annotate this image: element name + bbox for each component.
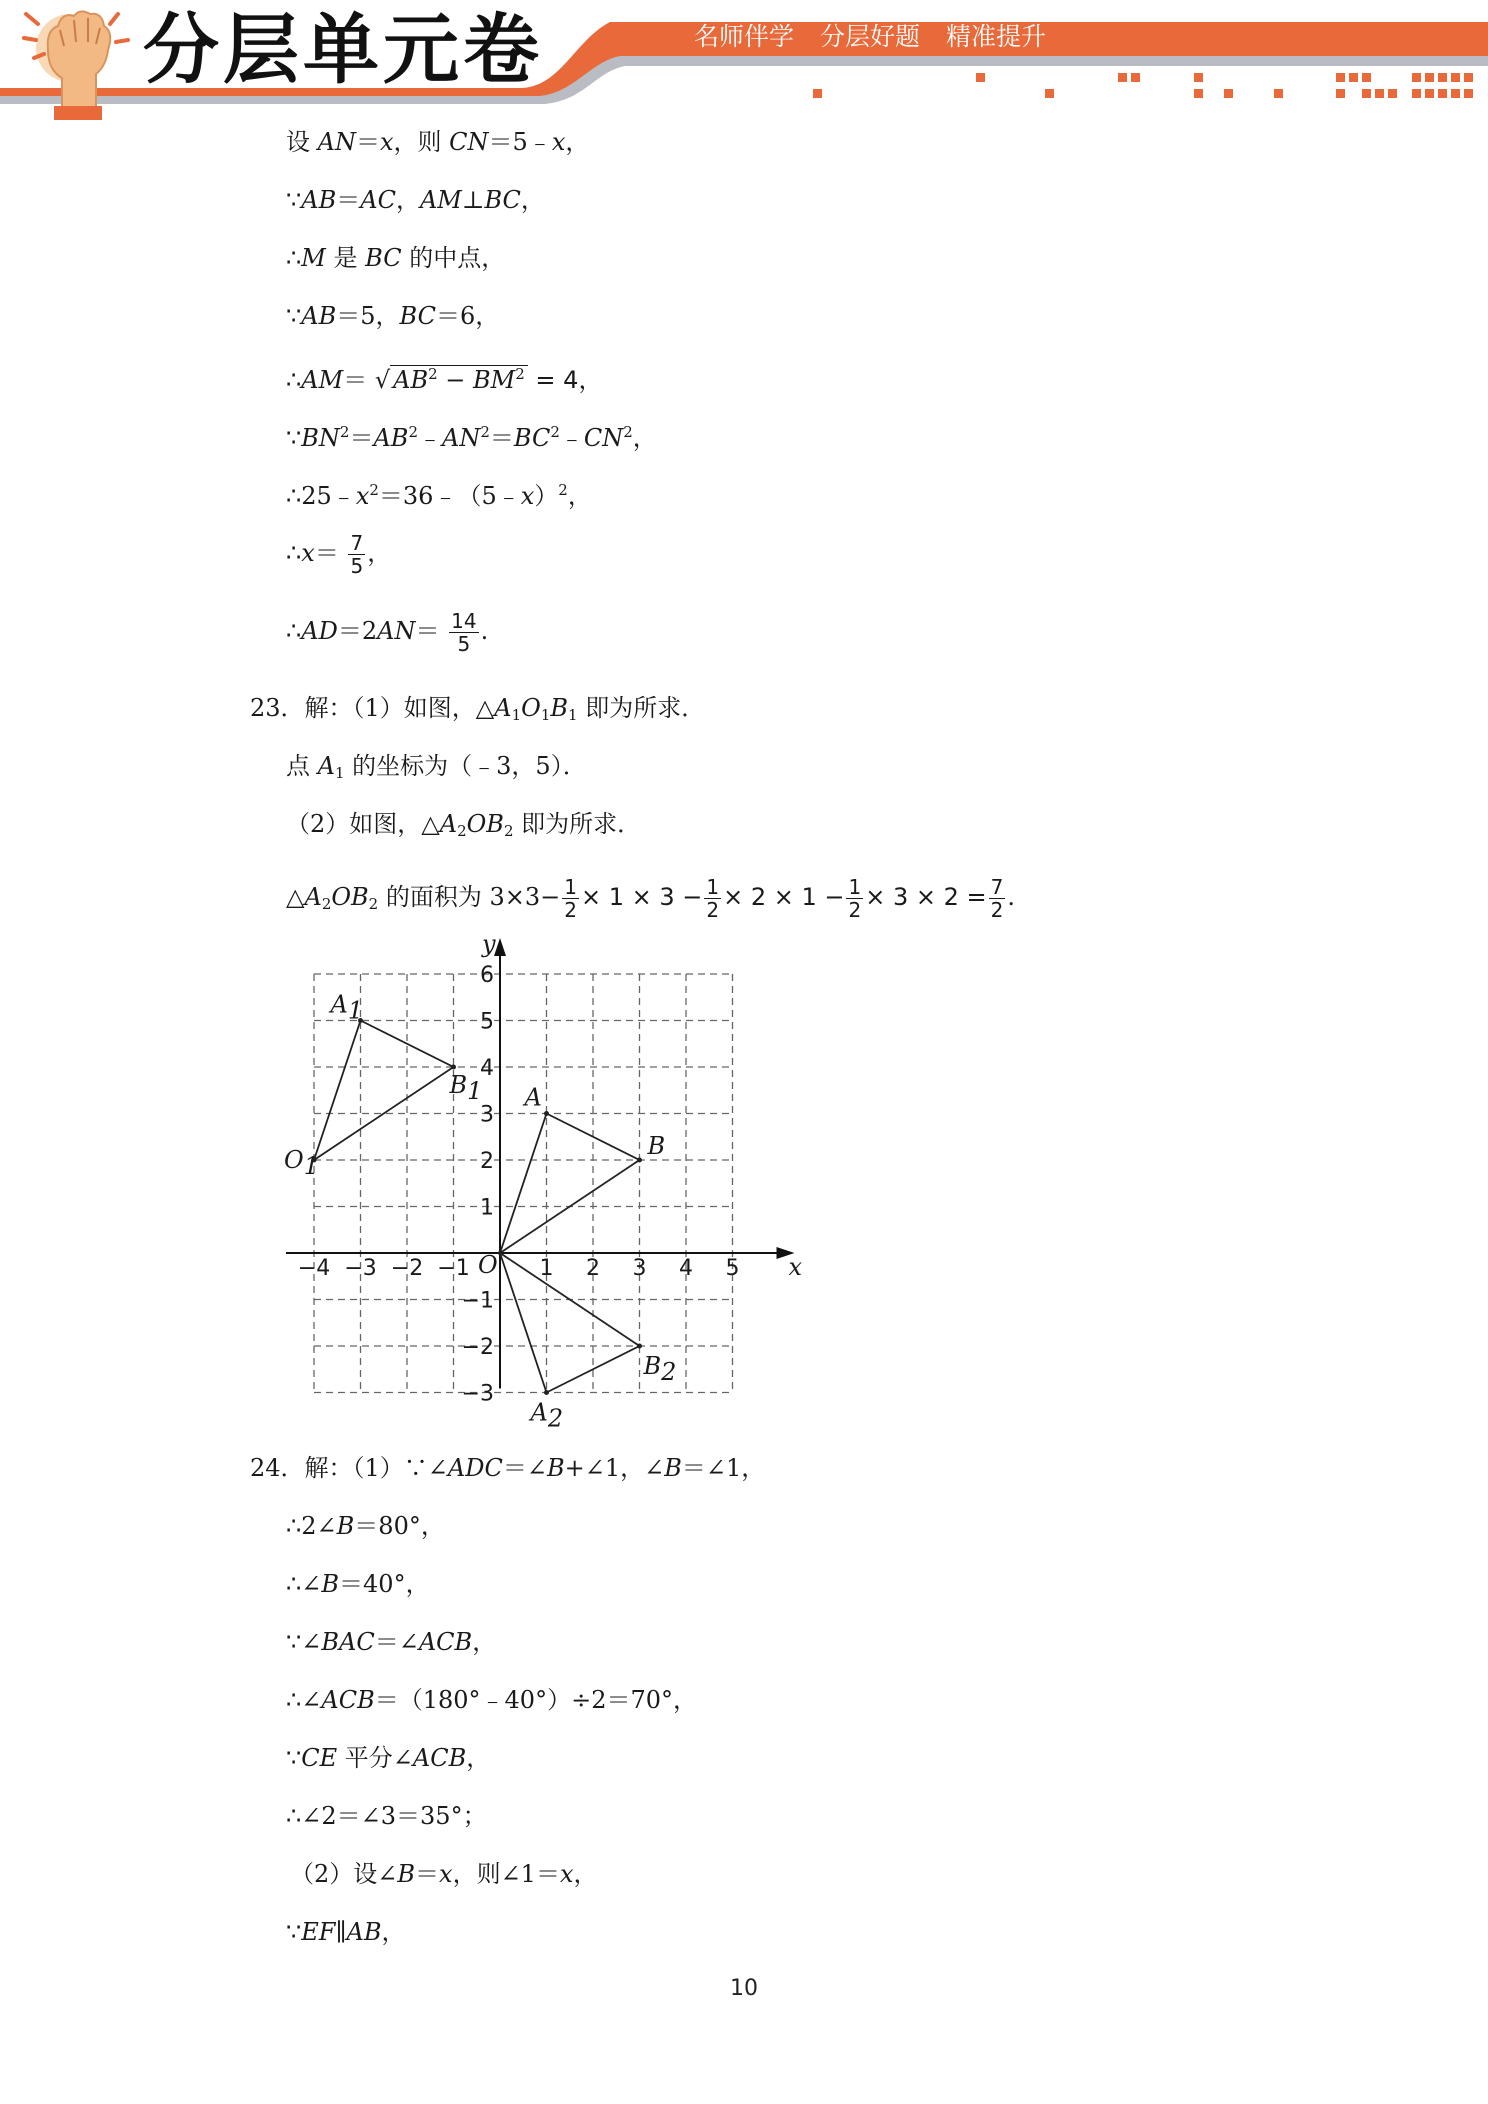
x-tick-label: −1 [437,1256,470,1281]
solution-line-b40: ∴∠B＝40°， [286,1570,430,1598]
point-dot [451,1065,456,1070]
x-tick-label: 3 [632,1256,647,1281]
solution-line-midpoint: ∴M 是 BC 的中点， [286,244,506,272]
solution-line-angle-35: ∴∠2＝∠3＝35°； [286,1802,487,1830]
solution-line-lengths: ∵AB＝5，BC＝6， [286,302,500,330]
point-dot [544,1111,549,1116]
solution-line-part-2: （2）如图，$\triangle A_2OB_2$ 即为所求． [286,810,642,840]
point-label: B [647,1132,666,1160]
solution-line-set-an: 设 AN＝x，则 CN＝5﹣x， [286,128,590,156]
x-axis-label: x [788,1253,803,1281]
question-23-heading: 23．解：（1）如图，$\triangle A_1O_1B_1$ 即为所求． [250,694,706,724]
y-axis-label: y [482,930,496,958]
y-axis-arrow [494,938,506,956]
point-label-subscript: 2 [661,1358,677,1386]
origin-label: O [478,1251,498,1279]
point-label: A1 [330,990,364,1025]
solution-line-set-b: （2）设∠B＝x，则∠1＝x， [290,1860,598,1888]
y-tick-label: −2 [461,1335,494,1360]
x-tick-label: −3 [344,1256,377,1281]
solution-line-x-value: ∴x＝ $\frac{7}{5}$ ， [286,531,392,578]
coordinate-grid-figure [280,926,820,1434]
y-tick-label: 2 [480,1149,494,1174]
decorative-squares [0,0,1488,130]
solution-line-bn-squared: $\because BN^2=AB^2﹣AN^2=BC^2﹣CN^2$， [286,423,657,452]
brand-title: 分层单元卷 [143,5,543,94]
point-dot [637,1344,642,1349]
point-label: A2 [530,1398,564,1433]
solution-line-am-sqrt: ∴AM＝ √ $AB^2 - BM^2 = 4$， [286,365,603,394]
point-label-subscript: 1 [303,1152,319,1180]
y-tick-label: −3 [461,1381,494,1407]
point-dot [544,1390,549,1395]
page-number: 10 [730,1976,758,2001]
solution-line-equation: $\therefore 25﹣x^2=36﹣(5﹣x)^2$， [286,481,592,510]
x-tick-label: 2 [586,1256,600,1281]
slogan-famous-teacher: 名师伴学 [694,22,795,51]
triangle-2 [314,1021,454,1161]
point-label: B2 [643,1352,677,1386]
x-tick-label: −2 [390,1256,424,1281]
point-dot [637,1158,642,1163]
point-label: A [524,1083,542,1112]
x-tick-label: −4 [297,1256,331,1281]
solution-line-a1-coordinate: 点 $A_1$ 的坐标为（﹣3，5）． [286,752,587,782]
solution-line-ab-ac: ∵AB＝AC，AM⊥BC， [286,186,545,214]
slogan-precise-improvement: 精准提升 [946,22,1047,51]
x-tick-label: 4 [679,1256,693,1281]
point-label: O1 [284,1146,319,1180]
point-label-subscript: 2 [547,1404,564,1433]
y-tick-label: 3 [480,1102,494,1128]
tick-labels [298,963,740,1407]
y-tick-label: 6 [480,963,494,988]
page-header [0,0,1488,130]
solution-line-bac-acb: ∵∠BAC＝∠ACB， [286,1628,497,1656]
x-tick-label: 1 [539,1256,554,1281]
point-label-subscript: 1 [347,996,364,1025]
solution-line-ef-parallel: ∵EF∥AB， [286,1918,406,1946]
x-tick-label: 5 [725,1256,740,1281]
solution-line-ad-value: ∴AD＝2AN＝ $\frac{14}{5}$ . [286,609,489,656]
triangle-1 [500,1114,640,1254]
triangle-3 [500,1253,640,1393]
y-tick-label: 5 [480,1009,494,1035]
slogan-layered-questions: 分层好题 [820,22,921,51]
y-tick-label: 1 [480,1195,494,1221]
solution-line-ce-bisect: ∵CE 平分∠ACB， [286,1744,491,1772]
question-24-heading: 24．解：（1）∵∠ADC＝∠B+∠1，∠B＝∠1， [250,1454,766,1482]
solution-line-area: $\triangle A_2OB_2$ 的面积为 3×3− $\frac{1}{2}$ × 1 × 3 − $\frac{1}{2}$ × 2 × 1 − $\frac{1}{2}$ × 3 × 2 = $\frac{7}{2}$ . [286,875,1015,922]
solution-line-2b: ∴2∠B＝80°， [286,1512,445,1540]
solution-line-acb-70: ∴∠ACB＝（180°﹣40°）÷2＝70°， [286,1686,697,1714]
point-label: B1 [449,1071,483,1105]
y-tick-label: 4 [480,1056,494,1081]
point-label-subscript: 1 [467,1077,483,1105]
y-tick-label: −1 [461,1288,494,1314]
